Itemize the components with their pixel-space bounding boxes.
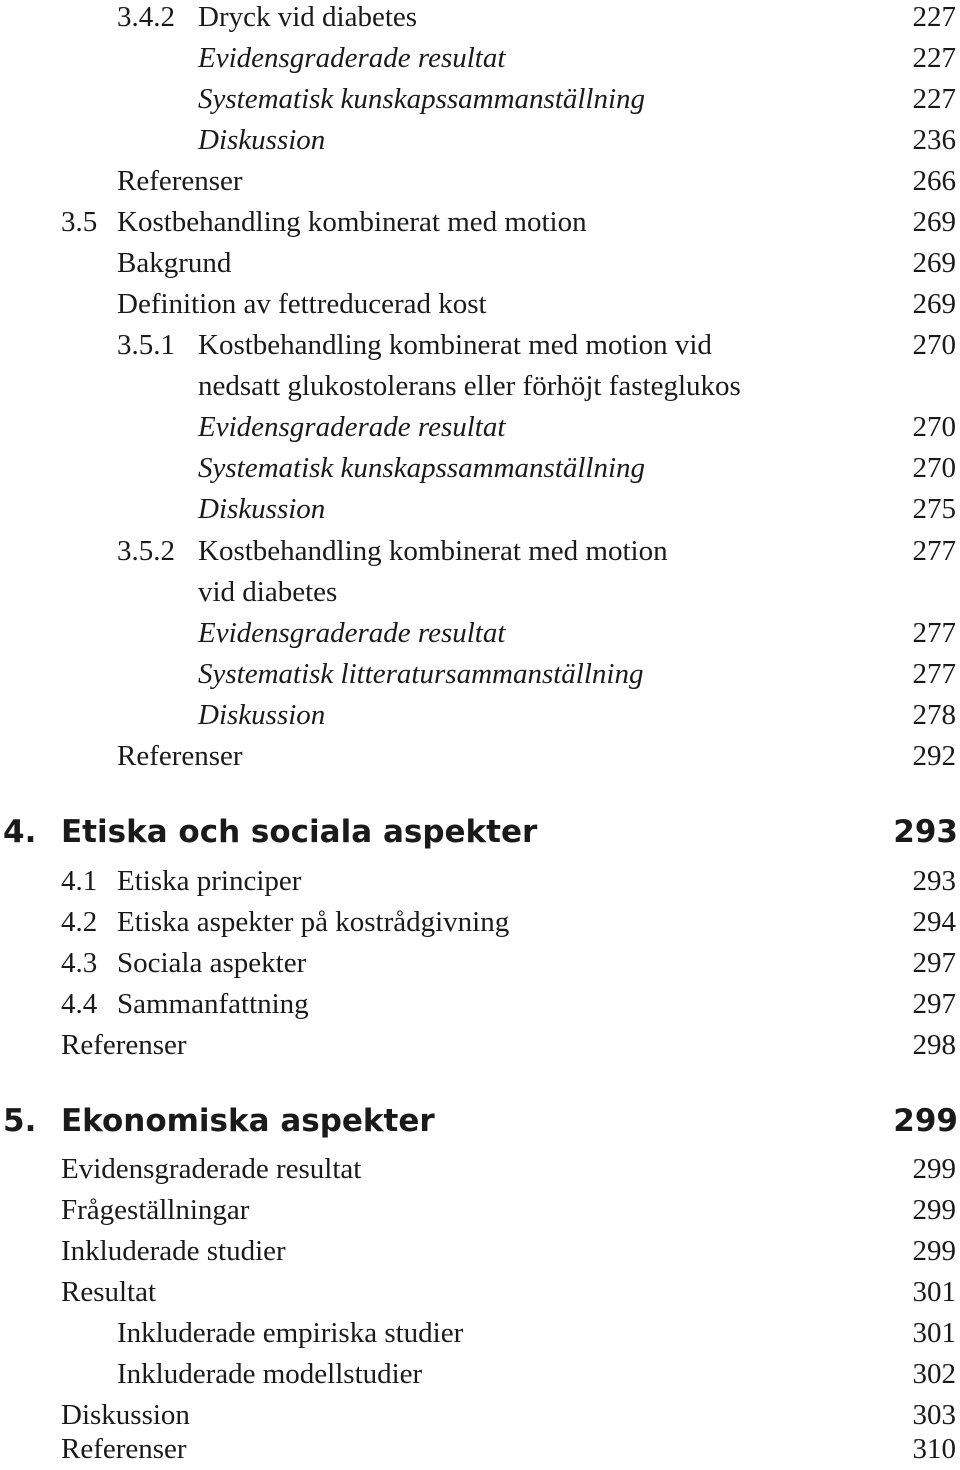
- page-number: 297: [912, 988, 956, 1020]
- page-number: 302: [912, 1358, 956, 1390]
- toc-entry[interactable]: [0, 1149, 960, 1190]
- entry-title: Referenser: [117, 740, 243, 772]
- chapter-title: Ekonomiska aspekter: [61, 1103, 435, 1139]
- chapter-title: Etiska och sociala aspekter: [61, 814, 538, 850]
- toc-entry[interactable]: [0, 1231, 960, 1272]
- section-number: 4.4: [61, 988, 98, 1020]
- page-number: 301: [912, 1317, 956, 1349]
- entry-title: Resultat: [61, 1276, 157, 1308]
- page-number: 298: [912, 1029, 956, 1061]
- page-number: 275: [912, 493, 956, 525]
- toc-entry-4-1[interactable]: [0, 861, 960, 902]
- toc-entry[interactable]: [0, 489, 960, 530]
- entry-title: Evidensgraderade resultat: [198, 42, 506, 74]
- toc-entry-4-3[interactable]: [0, 943, 960, 984]
- entry-title: Referenser: [61, 1433, 187, 1465]
- toc-entry-references[interactable]: [0, 1025, 960, 1066]
- section-number: 3.5.1: [117, 329, 175, 361]
- page-number: 299: [893, 1103, 958, 1139]
- toc-entry[interactable]: [0, 407, 960, 448]
- toc-entry-3-4-2[interactable]: [0, 0, 960, 38]
- page-number: 227: [912, 1, 956, 33]
- entry-title: Systematisk kunskapssammanställning: [198, 83, 646, 115]
- section-title: Sociala aspekter: [117, 947, 307, 979]
- page-number: 236: [912, 124, 956, 156]
- chapter-number: 4.: [3, 814, 37, 850]
- page-number: 278: [912, 699, 956, 731]
- entry-title: Referenser: [61, 1029, 187, 1061]
- toc-entry[interactable]: [0, 1272, 960, 1313]
- section-title-continued: vid diabetes: [198, 576, 338, 608]
- chapter-number: 5.: [3, 1103, 37, 1139]
- entry-title: Diskussion: [198, 124, 326, 156]
- toc-entry[interactable]: [0, 695, 960, 736]
- toc-entry[interactable]: [0, 448, 960, 489]
- page-number: 269: [912, 247, 956, 279]
- section-number: 3.5: [61, 206, 98, 238]
- page-number: 270: [912, 411, 956, 443]
- toc-entry-3-5-2[interactable]: [0, 531, 960, 572]
- section-number: 4.2: [61, 906, 98, 938]
- toc-entry[interactable]: [0, 38, 960, 79]
- page-number: 269: [912, 288, 956, 320]
- entry-title: Evidensgraderade resultat: [198, 411, 506, 443]
- section-title: Dryck vid diabetes: [198, 1, 418, 33]
- entry-title: Inkluderade modellstudier: [117, 1358, 423, 1390]
- section-title: Etiska aspekter på kostrådgivning: [117, 906, 510, 938]
- page-number: 266: [912, 165, 956, 197]
- entry-title: Diskussion: [198, 493, 326, 525]
- page-number: 299: [912, 1235, 956, 1267]
- entry-title: Evidensgraderade resultat: [61, 1153, 362, 1185]
- page-number: 277: [912, 658, 956, 690]
- section-number: 3.4.2: [117, 1, 175, 33]
- entry-title: Definition av fettreducerad kost: [117, 288, 487, 320]
- page-number: 270: [912, 329, 956, 361]
- toc-entry-4-2[interactable]: [0, 902, 960, 943]
- page-number: 299: [912, 1194, 956, 1226]
- toc-entry-references[interactable]: [0, 736, 960, 777]
- toc-entry-references[interactable]: [0, 161, 960, 202]
- page-number: 269: [912, 206, 956, 238]
- entry-title: Referenser: [117, 165, 243, 197]
- entry-title: Systematisk kunskapssammanställning: [198, 452, 646, 484]
- entry-title: Diskussion: [61, 1399, 190, 1431]
- toc-entry[interactable]: [0, 284, 960, 325]
- page-number: 227: [912, 83, 956, 115]
- page-number: 292: [912, 740, 956, 772]
- toc-entry-continuation: [0, 572, 960, 613]
- section-title: Kostbehandling kombinerat med motion: [117, 206, 587, 238]
- toc-entry-3-5-1[interactable]: [0, 325, 960, 366]
- section-number: 4.1: [61, 865, 98, 897]
- section-number: 3.5.2: [117, 535, 175, 567]
- page-number: 303: [912, 1399, 956, 1431]
- toc-entry-references[interactable]: [0, 1429, 960, 1470]
- entry-title: Diskussion: [198, 699, 326, 731]
- page-number: 293: [893, 814, 958, 850]
- toc-entry[interactable]: [0, 120, 960, 161]
- section-title: Sammanfattning: [117, 988, 309, 1020]
- toc-entry[interactable]: [0, 654, 960, 695]
- page-number: 293: [912, 865, 956, 897]
- entry-title: Systematisk litteratursammanställning: [198, 658, 644, 690]
- page-number: 270: [912, 452, 956, 484]
- page-number: 310: [912, 1433, 956, 1465]
- toc-entry[interactable]: [0, 243, 960, 284]
- toc-entry[interactable]: [0, 613, 960, 654]
- toc-chapter-5[interactable]: [0, 1098, 960, 1144]
- toc-chapter-4[interactable]: [0, 809, 960, 855]
- toc-entry[interactable]: [0, 79, 960, 120]
- toc-subentry[interactable]: [0, 1354, 960, 1395]
- toc-entry-continuation: [0, 366, 960, 407]
- toc-subentry[interactable]: [0, 1313, 960, 1354]
- toc-entry-4-4[interactable]: [0, 984, 960, 1025]
- page-number: 294: [912, 906, 956, 938]
- toc-entry[interactable]: [0, 1190, 960, 1231]
- section-title-continued: nedsatt glukostolerans eller förhöjt fasteglukos: [198, 370, 741, 402]
- page-number: 277: [912, 617, 956, 649]
- entry-title: Frågeställningar: [61, 1194, 250, 1226]
- page-number: 297: [912, 947, 956, 979]
- page-number: 227: [912, 42, 956, 74]
- entry-title: Bakgrund: [117, 247, 232, 279]
- section-title: Etiska principer: [117, 865, 302, 897]
- toc-entry-3-5[interactable]: [0, 202, 960, 243]
- section-number: 4.3: [61, 947, 98, 979]
- entry-title: Inkluderade studier: [61, 1235, 286, 1267]
- entry-title: Evidensgraderade resultat: [198, 617, 506, 649]
- page-number: 277: [912, 535, 956, 567]
- page-number: 301: [912, 1276, 956, 1308]
- section-title: Kostbehandling kombinerat med motion vid: [198, 329, 712, 361]
- section-title: Kostbehandling kombinerat med motion: [198, 535, 668, 567]
- entry-title: Inkluderade empiriska studier: [117, 1317, 464, 1349]
- page-number: 299: [912, 1153, 956, 1185]
